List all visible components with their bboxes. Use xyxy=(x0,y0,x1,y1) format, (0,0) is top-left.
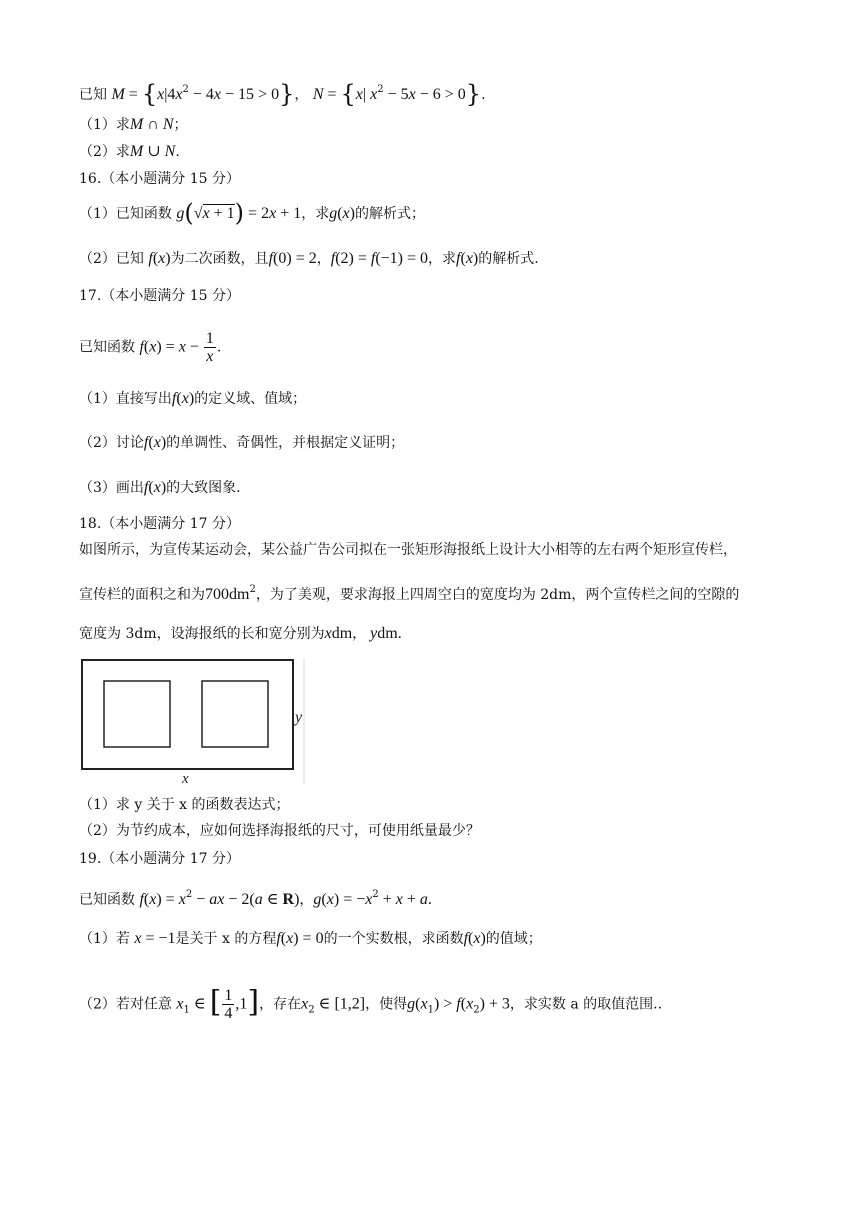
q19-part1: （1）若 x = −1是关于 x 的方程f(x) = 0的一个实数根，求函数f(x)的值域； xyxy=(79,930,542,947)
poster-diagram-svg xyxy=(79,656,319,788)
q16-header: 16.（本小题满分 15 分） xyxy=(79,171,240,187)
q19-header: 19.（本小题满分 17 分） xyxy=(79,851,240,867)
q18-body-line1: 如图所示，为宣传某运动会，某公益广告公司拟在一张矩形海报纸上设计大小相等的左右两个矩形宣传栏， xyxy=(79,542,737,558)
poster-outer-rect xyxy=(82,660,293,769)
q17-part3: （3）画出f(x)的大致图象. xyxy=(79,479,241,496)
q17-intro: 已知函数 f(x) = x − $\frac{1}{x}$ . xyxy=(79,330,222,365)
fig-y-label: y xyxy=(295,709,303,726)
q17-header: 17.（本小题满分 15 分） xyxy=(79,288,240,304)
q17-part2: （2）讨论f(x)的单调性、奇偶性，并根据定义证明； xyxy=(79,434,405,451)
q15-set-definitions: 已知 $M = \{x|4x^2 - 4x - 15 > 0\}$， N = {x| $x^2 - 5x - 6 > 0$}. xyxy=(79,80,486,108)
q18-header: 18.（本小题满分 17 分） xyxy=(79,516,240,532)
q15-part1: （1）求M ∩ N； xyxy=(79,116,188,133)
q18-body-line2: 宣传栏的面积之和为$700dm^2$，为了美观，要求海报上四周空白的宽度均为 2dm，两个宣传栏之间的空隙的 xyxy=(79,584,740,603)
q18-body-line3: 宽度为 3dm，设海报纸的长和宽分别为xdm， ydm. xyxy=(79,625,402,642)
q16-part1: （1）已知函数 g(√x + 1) = 2x + 1，求g(x)的解析式； xyxy=(79,199,425,227)
poster-diagram xyxy=(79,656,319,792)
left-banner-rect xyxy=(104,681,170,747)
q19-intro: 已知函数 $f(x) = x^2$ − ax − 2(a ∈ R)，$g(x) = -x^2 + x + a$. xyxy=(79,889,432,908)
q17-part1: （1）直接写出f(x)的定义域、值域； xyxy=(79,390,307,407)
q16-part2: （2）已知 f(x)为二次函数，且f(0) = 2，f(2) = f(−1) = 0，求f(x)的解析式. xyxy=(79,250,539,267)
right-banner-rect xyxy=(202,681,268,747)
q18-part1: （1）求 y 关于 x 的函数表达式； xyxy=(79,797,290,813)
set-m-formula: M xyxy=(111,86,125,103)
set-n-formula: N xyxy=(312,86,324,103)
fig-x-label: x xyxy=(182,771,189,787)
q19-part2: （2）若对任意 $x_1$ ∈ [ $\frac{1}{4}$ ,1]，存在$x_2$ ∈ [1,2]，使得$g(x_1) > f(x_2) + 3$，求实数 a 的取值范围.. xyxy=(79,984,663,1022)
q18-part2: （2）为节约成本，应如何选择海报纸的尺寸，可使用纸量最少？ xyxy=(79,823,480,839)
q15-part2: （2）求M ∪ N. xyxy=(79,143,180,160)
